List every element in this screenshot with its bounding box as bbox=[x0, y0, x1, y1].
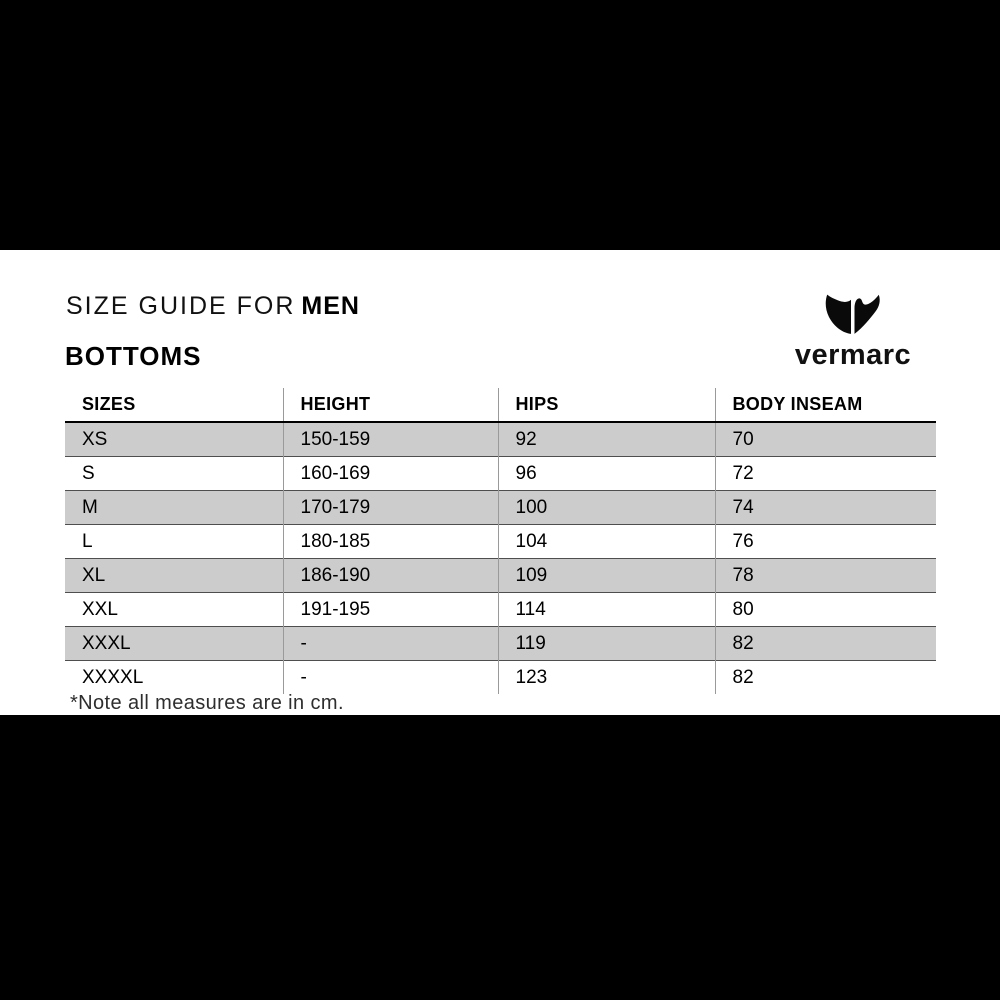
table-row-m bbox=[65, 491, 936, 525]
table-row-xxxl bbox=[65, 627, 936, 661]
header-height: HEIGHT bbox=[283, 388, 498, 422]
page-subtitle: BOTTOMS bbox=[65, 341, 202, 371]
cell-size: L bbox=[82, 530, 93, 552]
vermarc-wordmark: vermarc bbox=[794, 339, 912, 371]
cell-hips: 123 bbox=[498, 661, 715, 695]
cell-height: - bbox=[283, 627, 498, 661]
cell-height: 170-179 bbox=[283, 491, 498, 525]
table-row-xs bbox=[65, 422, 936, 457]
page-title-regular: SIZE GUIDE FOR bbox=[66, 292, 296, 320]
cell-height: 186-190 bbox=[283, 559, 498, 593]
cell-hips: 100 bbox=[498, 491, 715, 525]
cell-height: - bbox=[283, 661, 498, 695]
cell-size: XXXXL bbox=[82, 666, 144, 688]
cell-inseam: 70 bbox=[715, 422, 936, 457]
measures-note: *Note all measures are in cm. bbox=[70, 692, 344, 714]
table-row-l bbox=[65, 525, 936, 559]
cell-hips: 104 bbox=[498, 525, 715, 559]
cell-size: XXL bbox=[82, 598, 118, 620]
cell-inseam: 74 bbox=[715, 491, 936, 525]
table-row-xxxxl bbox=[65, 661, 936, 695]
cell-size: M bbox=[82, 496, 98, 518]
cell-size: XS bbox=[82, 428, 108, 450]
cell-hips: 96 bbox=[498, 457, 715, 491]
cell-size: S bbox=[82, 462, 95, 484]
vermarc-logo-icon bbox=[788, 294, 918, 335]
header-hips: HIPS bbox=[498, 388, 715, 422]
cell-inseam: 80 bbox=[715, 593, 936, 627]
cell-inseam: 82 bbox=[715, 627, 936, 661]
table-row-xl bbox=[65, 559, 936, 593]
page-title bbox=[66, 292, 360, 321]
header-body-inseam: BODY INSEAM bbox=[715, 388, 936, 422]
cell-size: XL bbox=[82, 564, 106, 586]
cell-hips: 119 bbox=[498, 627, 715, 661]
size-guide-table bbox=[65, 388, 936, 694]
cell-inseam: 82 bbox=[715, 661, 936, 695]
cell-height: 160-169 bbox=[283, 457, 498, 491]
cell-hips: 109 bbox=[498, 559, 715, 593]
cell-height: 191-195 bbox=[283, 593, 498, 627]
vermarc-logo bbox=[788, 294, 918, 370]
cell-inseam: 72 bbox=[715, 457, 936, 491]
header-sizes: SIZES bbox=[82, 394, 136, 414]
table-header-row bbox=[65, 388, 936, 422]
cell-inseam: 76 bbox=[715, 525, 936, 559]
cell-inseam: 78 bbox=[715, 559, 936, 593]
cell-hips: 92 bbox=[498, 422, 715, 457]
cell-size: XXXL bbox=[82, 632, 131, 654]
table-row-xxl bbox=[65, 593, 936, 627]
table-row-s bbox=[65, 457, 936, 491]
page-title-gender: MEN bbox=[301, 292, 360, 320]
bottom-black-bar bbox=[0, 715, 1000, 1000]
cell-height: 150-159 bbox=[283, 422, 498, 457]
cell-hips: 114 bbox=[498, 593, 715, 627]
size-guide-panel bbox=[0, 250, 1000, 715]
top-black-bar bbox=[0, 0, 1000, 250]
cell-height: 180-185 bbox=[283, 525, 498, 559]
